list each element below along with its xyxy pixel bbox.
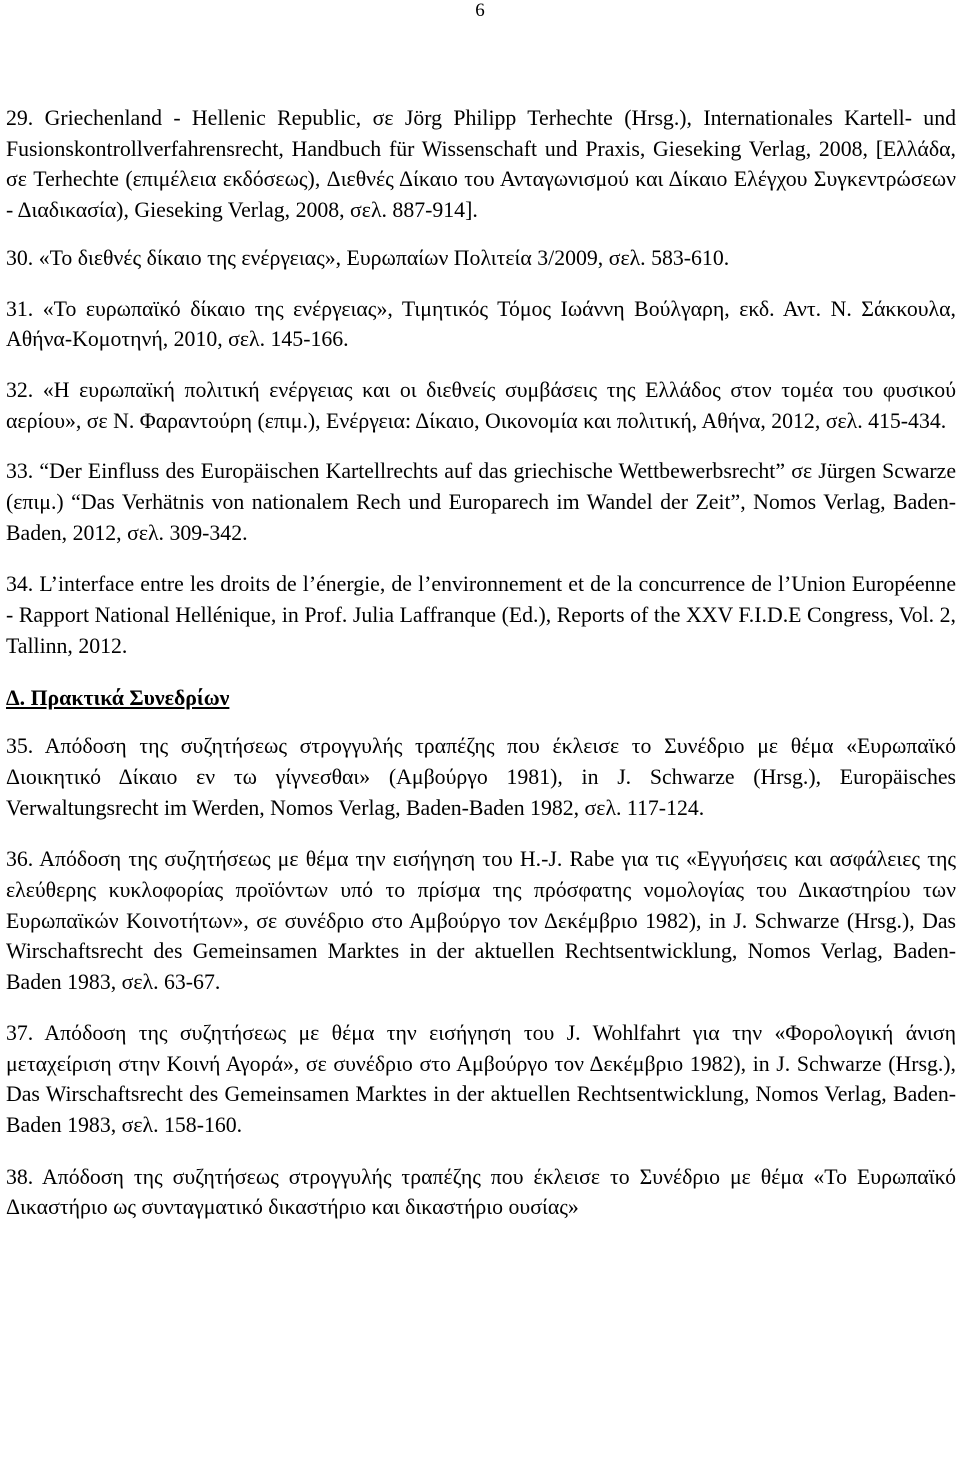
bibliography-entry-29: 29. Griechenland - Hellenic Republic, σε Jörg Philipp Terhechte (Hrsg.), Internationales Kartell- und Fusionskontrollverfahrensrecht, Handbuch für Wissenschaft und Praxis, Gieseking Verlag, 2008, [Ελλάδα, σε Terhechte (επιμέλεια εκδόσεως), Διεθνές Δίκαιο του Ανταγωνισμού και Δίκαιο Ελέγχου Συγκεντρώσεων - Διαδικασία), Gieseking Verlag, 2008, σελ. 887-914].	[6, 106, 956, 223]
page-number: 6	[475, 0, 485, 21]
bibliography-entry-31: 31. «Το ευρωπαϊκό δίκαιο της ενέργειας», Τιμητικός Τόμος Ιωάννη Βούλγαρη, εκδ. Αντ. Ν. Σάκκουλα, Αθήνα-Κομοτηνή, 2010, σελ. 145-166.	[6, 296, 956, 352]
section-heading-conference-proceedings	[6, 683, 956, 714]
proceedings-entry-38: 38. Απόδοση της συζητήσεως στρογγυλής τραπέζης που έκλεισε το Συνέδριο με θέμα «Το Ευρωπαϊκό Δικαστήριο ως συνταγματικό δικαστήριο και δικαστήριο ουσίας»	[6, 1164, 956, 1220]
bibliography-entry-30: 30. «Το διεθνές δίκαιο της ενέργειας», Ευρωπαίων Πολιτεία 3/2009, σελ. 583-610.	[6, 245, 730, 270]
bibliography-entry-33: 33. “Der Einfluss des Europäischen Kartellrechts auf das griechische Wettbewerbsrecht” σε Jürgen Scwarze (επιμ.) “Das Verhätnis von nationalem Rech und Europarech im Wandel der Zeit”, Nomos Verlag, Baden-Baden, 2012, σελ. 309-342.	[6, 459, 956, 545]
proceedings-entry-37: 37. Απόδοση της συζητήσεως με θέμα την εισήγηση του J. Wohlfahrt για την «Φορολογική άνιση μεταχείριση στην Κοινή Αγορά», σε συνέδριο στο Αμβούργο τον Δεκέμβριο 1982), in J. Schwarze (Hrsg.), Das Wirschaftsrecht des Gemeinsamen Marktes in der aktuellen Rechtsentwicklung, Nomos Verlag, Baden-Baden 1983, σελ. 158-160.	[6, 1020, 956, 1137]
section-heading-text: Δ. Πρακτικά Συνεδρίων	[6, 685, 230, 710]
proceedings-entry-36: 36. Απόδοση της συζητήσεως με θέμα την εισήγηση του H.-J. Rabe για τις «Εγγυήσεις και ασφάλειες της ελεύθερης κυκλοφορίας προϊόντων υπό το πρίσμα της πρόσφατης νομολογίας του Δικαστηρίου των Ευρωπαϊκών Κοινοτήτων», σε συνέδριο στο Αμβούργο τον Δεκέμβριο 1982), in J. Schwarze (Hrsg.), Das Wirschaftsrecht des Gemeinsamen Marktes in der aktuellen Rechtsentwicklung, Nomos Verlag, Baden-Baden 1983, σελ. 63-67.	[6, 847, 956, 995]
proceedings-entry-35: 35. Απόδοση της συζητήσεως στρογγυλής τραπέζης που έκλεισε το Συνέδριο με θέμα «Ευρωπαϊκό Διοικητικό Δίκαιο εν τω γίγνεσθαι» (Αμβούργο 1981), in J. Schwarze (Hrsg.), Europäisches Verwaltungsrecht im Werden, Nomos Verlag, Baden-Baden 1982, σελ. 117-124.	[6, 734, 956, 820]
bibliography-content	[6, 103, 956, 1223]
bibliography-entry-34: 34. L’interface entre les droits de l’énergie, de l’environnement et de la concurrence de l’Union Européenne - Rapport National Hellénique, in Prof. Julia Laffranque (Ed.), Reports of the XXV F.I.D.E Congress, Vol. 2, Tallinn, 2012.	[6, 572, 956, 658]
bibliography-entry-32: 32. «Η ευρωπαϊκή πολιτική ενέργειας και οι διεθνείς συμβάσεις της Ελλάδος στον τομέα του φυσικού αερίου», σε Ν. Φαραντούρη (επιμ.), Ενέργεια: Δίκαιο, Οικονομία και πολιτική, Αθήνα, 2012, σελ. 415-434.	[6, 377, 956, 433]
